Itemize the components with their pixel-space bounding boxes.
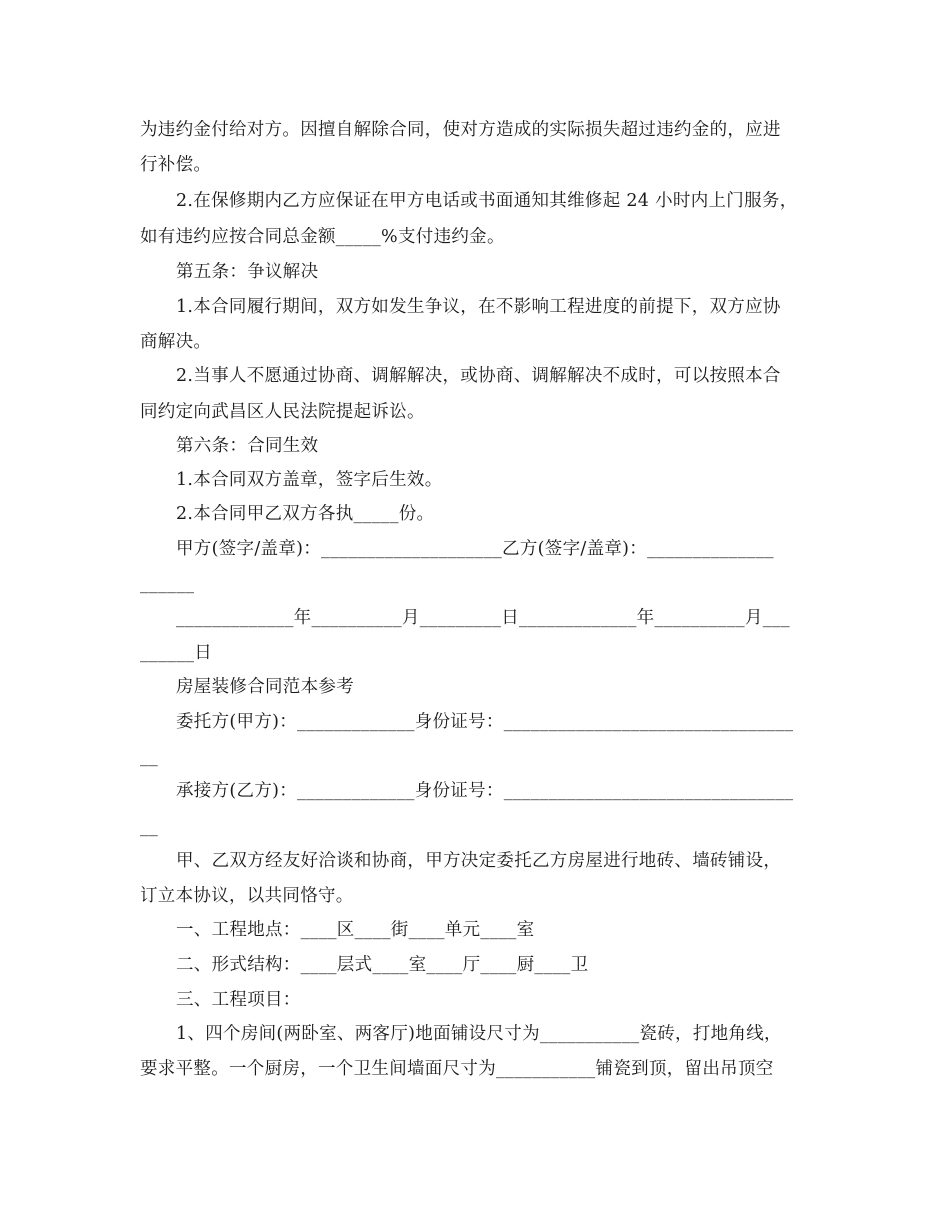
- section-heading: 第五条：争议解决: [176, 262, 319, 282]
- text-line: 为违约金付给对方。因擅自解除合同，使对方造成的实际损失超过违约金的，应进: [140, 120, 781, 140]
- date-line: _____________年__________月_________日_____________年__________月___: [176, 608, 790, 628]
- text-line: 一、工程地点：____区____街____单元____室: [176, 920, 535, 940]
- text-line: 1、四个房间(两卧室、两客厅)地面铺设尺寸为___________瓷砖，打地角线，: [176, 1024, 782, 1044]
- text-line: 2.当事人不愿通过协商、调解解决，或协商、调解解决不成时，可以按照本合: [176, 366, 781, 386]
- contract-title: 房屋装修合同范本参考: [176, 677, 354, 697]
- text-line: 商解决。: [140, 332, 212, 352]
- text-line: 订立本协议，以共同恪守。: [140, 886, 354, 906]
- text-line: 甲、乙双方经友好洽谈和协商，甲方决定委托乙方房屋进行地砖、墙砖铺设，: [176, 851, 782, 871]
- section-heading: 三、工程项目：: [176, 990, 301, 1010]
- text-line: 1.本合同双方盖章，签字后生效。: [176, 470, 443, 490]
- text-line: 行补偿。: [140, 155, 212, 175]
- text-line: 1.本合同履行期间，双方如发生争议，在不影响工程进度的前提下，双方应协: [176, 297, 781, 317]
- text-line: 同约定向武昌区人民法院提起诉讼。: [140, 402, 425, 422]
- signature-line: ______: [140, 574, 195, 594]
- section-heading: 第六条：合同生效: [176, 436, 319, 456]
- text-line: 2.本合同甲乙双方各执_____份。: [176, 504, 435, 524]
- text-line: 要求平整。一个厨房，一个卫生间墙面尺寸为___________铺瓷到顶，留出吊顶空: [140, 1059, 774, 1079]
- date-line: ______日: [140, 643, 213, 663]
- client-line: __: [140, 747, 159, 767]
- signature-line: 甲方(签字/盖章)：____________________乙方(签字/盖章)：______________: [176, 539, 774, 559]
- contractor-line: __: [140, 817, 159, 837]
- text-line: 二、形式结构：____层式____室____厅____厨____卫: [176, 955, 589, 975]
- text-line: 2.在保修期内乙方应保证在甲方电话或书面通知其维修起 24 小时内上门服务，: [176, 191, 798, 211]
- text-line: 如有违约应按合同总金额_____%支付违约金。: [140, 227, 505, 247]
- client-line: 委托方(甲方)：_____________身份证号：________________________________: [176, 712, 794, 732]
- contractor-line: 承接方(乙方)：_____________身份证号：________________________________: [176, 781, 794, 801]
